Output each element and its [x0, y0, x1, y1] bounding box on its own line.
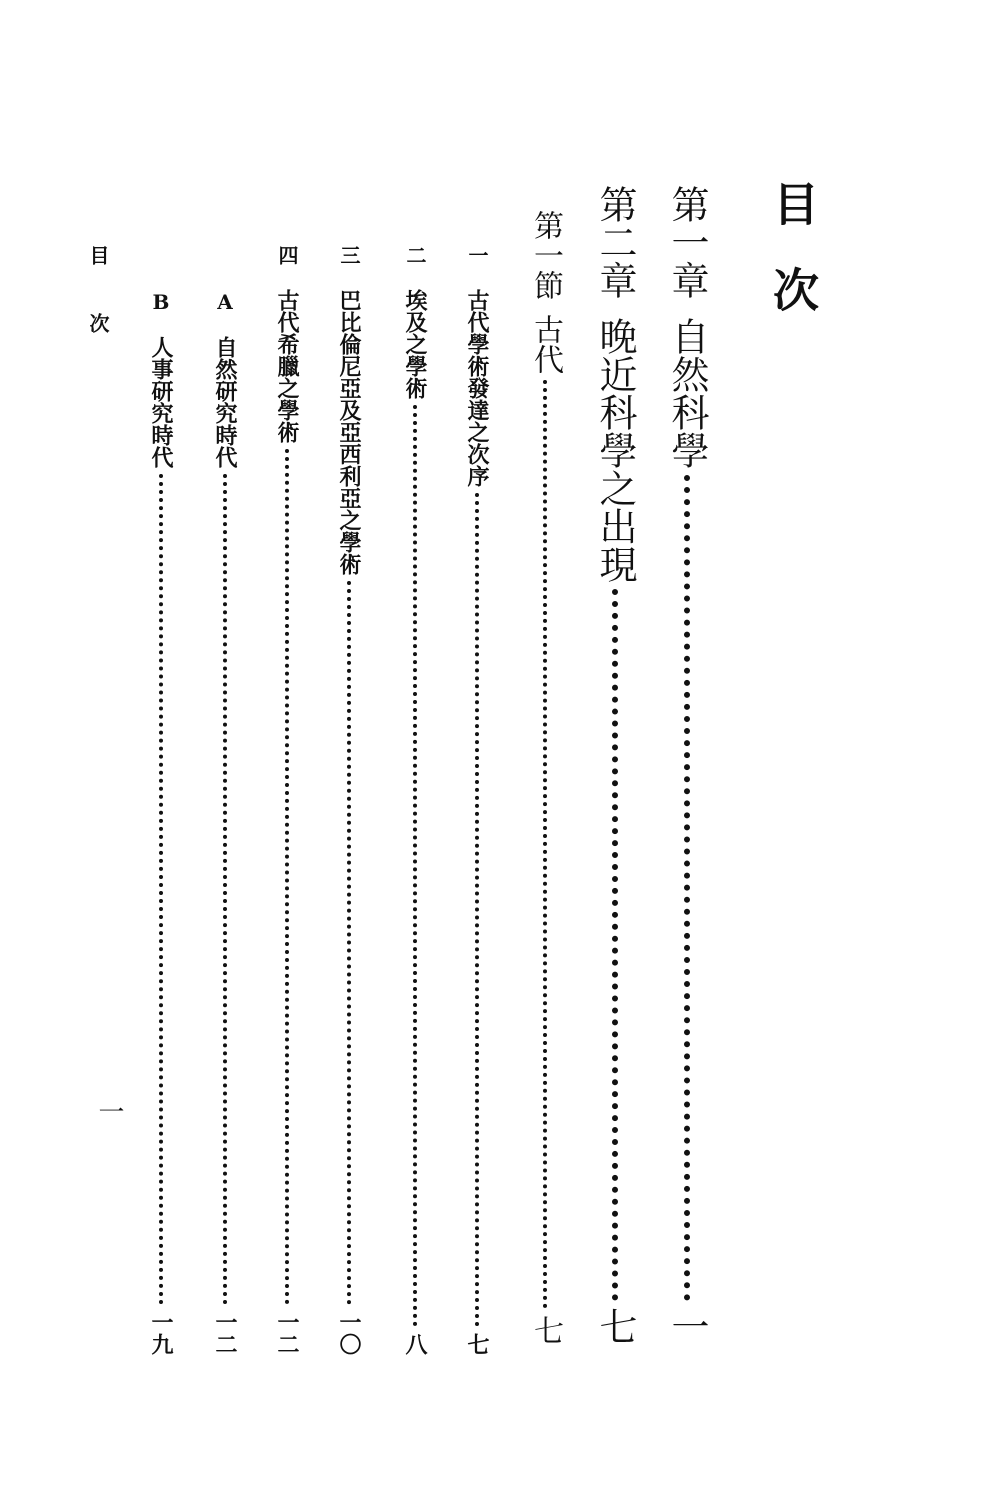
running-header — [88, 245, 108, 381]
toc-entry-subitem-b — [150, 292, 172, 1355]
chapter-label: 第二章 — [593, 185, 637, 299]
toc-entry-item-1 — [466, 245, 488, 1355]
toc-entry-chapter-1 — [665, 185, 709, 1345]
running-header-text: 目次 — [86, 245, 110, 381]
toc-title — [766, 180, 820, 352]
item-number: 四 — [275, 245, 299, 265]
item-number: 一 — [465, 245, 489, 265]
dot-leader — [223, 474, 227, 1305]
page-number: 一二 — [274, 1311, 300, 1355]
toc-entry-subitem-a — [214, 292, 236, 1355]
subitem-title: 自然研究時代 — [212, 336, 238, 468]
chapter-label: 第一章 — [665, 185, 709, 299]
toc-entry-section-1 — [528, 210, 563, 1345]
chapter-title: 自然科學 — [665, 317, 709, 469]
section-title: 古代 — [528, 314, 563, 374]
item-title: 古代希臘之學術 — [274, 289, 300, 443]
chapter-title: 晚近科學之出現 — [593, 317, 637, 583]
page-number: 七 — [464, 1333, 490, 1355]
item-title: 古代學術發達之次序 — [464, 289, 490, 487]
page-number: 一〇 — [336, 1311, 362, 1355]
dot-leader — [543, 380, 547, 1309]
page-number: 一 — [665, 1307, 709, 1345]
item-title: 巴比倫尼亞及亞西利亞之學術 — [336, 289, 362, 575]
dot-leader — [612, 589, 618, 1301]
item-title: 埃及之學術 — [402, 289, 428, 399]
dot-leader — [347, 581, 351, 1305]
toc-entry-item-4 — [276, 245, 298, 1355]
dot-leader — [159, 474, 163, 1305]
toc-entry-item-3 — [338, 245, 360, 1355]
dot-leader — [475, 493, 479, 1327]
toc-entry-chapter-2 — [593, 185, 637, 1345]
section-label: 第一節 — [528, 210, 563, 300]
page-number: 一二 — [212, 1311, 238, 1355]
toc-entry-item-2 — [404, 245, 426, 1355]
folio-number: 一 — [94, 1098, 124, 1124]
subitem-letter: A — [217, 290, 233, 314]
dot-leader — [413, 405, 417, 1327]
item-number: 三 — [337, 245, 361, 265]
page-number: 七 — [593, 1307, 637, 1345]
item-number: 二 — [403, 245, 427, 265]
dot-leader — [285, 449, 289, 1305]
page-number: 七 — [528, 1315, 563, 1345]
page-title: 目次 — [766, 180, 820, 352]
subitem-title: 人事研究時代 — [148, 336, 174, 468]
dot-leader — [684, 475, 690, 1301]
page-number: 八 — [402, 1333, 428, 1355]
page-number: 一九 — [148, 1311, 174, 1355]
folio — [96, 1098, 122, 1124]
subitem-letter: B — [152, 290, 170, 314]
